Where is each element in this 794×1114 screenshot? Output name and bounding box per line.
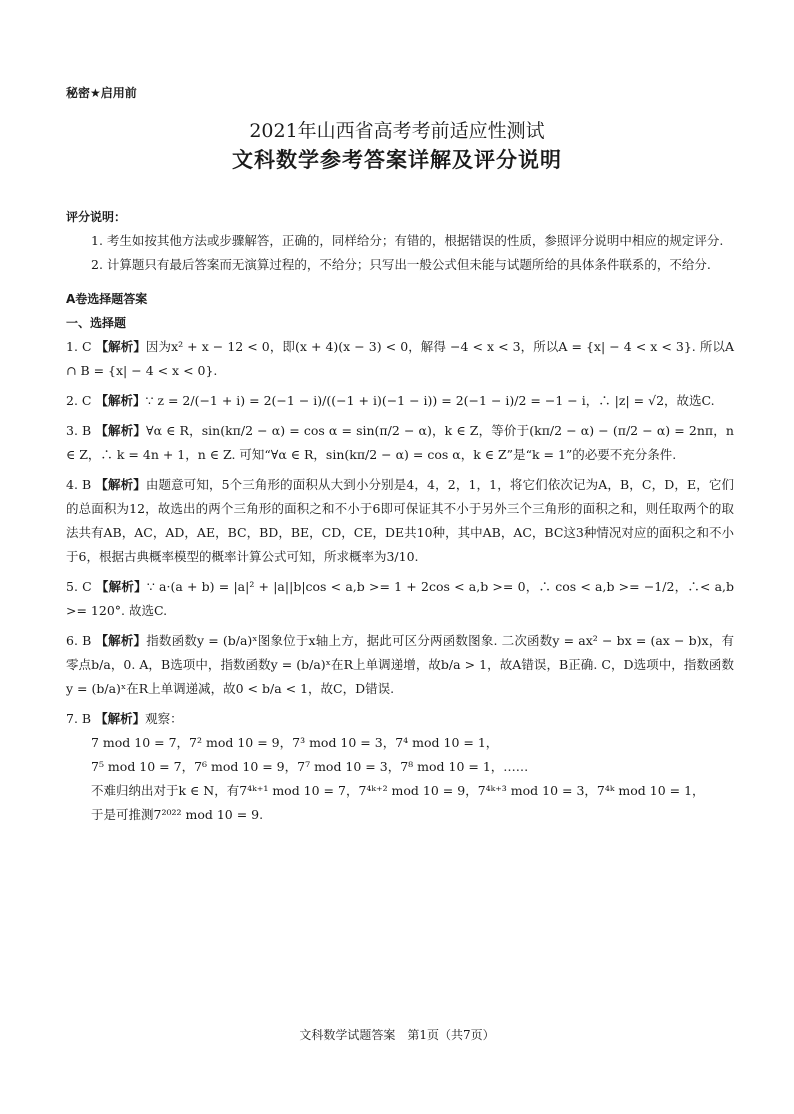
question-number: 4. B	[66, 477, 92, 492]
analysis-label: 【解析】	[95, 579, 147, 594]
scoring-heading: 评分说明：	[66, 210, 127, 224]
question-solution: 由题意可知，5个三角形的面积从大到小分别是4，4，2，1，1，将它们依次记为A，B，C，D，E，它们的总面积为12，故选出的两个三角形的面积之和不小于6即可保证其不小于另外三个三角形的面积之和，则任取两个的取法共有AB，AC，AD，AE，BC，BD，BE，CD，CE，DE共10种，其中AB，AC，BC这3种情况对应的面积之和不小于6，根据古典概率模型的概率计算公式可知，所求概率为3/10.	[66, 477, 734, 564]
question-solution: ∵ z = 2/(−1 + i) = 2(−1 − i)/((−1 + i)(−1 − i)) = 2(−1 − i)/2 = −1 − i，∴ |z| = √2，故选C.	[145, 393, 715, 408]
analysis-label: 【解析】	[95, 339, 146, 354]
question-solution: ∵ a·(a + b) = |a|² + |a||b|cos < a,b >= 1 + 2cos < a,b >= 0，∴ cos < a,b >= −1/2，∴< a,b >= 120°. 故选C.	[66, 579, 734, 618]
question-number: 7. B	[66, 711, 92, 726]
question-solution: ∀α ∈ R，sin(kπ/2 − α) = cos α = sin(π/2 − α)，k ∈ Z，等价于(kπ/2 − α) − (π/2 − α) = 2nπ，n ∈ Z，∴ k = 4n + 1，n ∈ Z. 可知“∀α ∈ R，sin(kπ/2 − α) = cos α，k ∈ Z”是“k = 1”的必要不充分条件.	[66, 423, 734, 462]
analysis-label: 【解析】	[95, 633, 147, 648]
question-solution: 因为x² + x − 12 < 0，即(x + 4)(x − 3) < 0，解得 −4 < x < 3，所以A = {x| − 4 < x < 3}. 所以A ∩ B = {x| − 4 < x < 0}.	[66, 339, 734, 378]
section-a-heading: A卷选择题答案	[66, 292, 148, 306]
question-5	[66, 575, 734, 623]
analysis-label: 【解析】	[95, 393, 146, 408]
question-1	[66, 335, 734, 383]
question-number: 2. C	[66, 393, 92, 408]
question-6	[66, 629, 734, 701]
question-2	[66, 389, 734, 413]
analysis-label: 【解析】	[95, 711, 146, 726]
scoring-note-1: 1. 考生如按其他方法或步骤解答，正确的，同样给分；有错的，根据错误的性质，参照评分说明中相应的规定评分.	[91, 233, 724, 248]
question-number: 1. C	[66, 339, 92, 354]
q7-line-3: 不难归纳出对于k ∈ N，有7⁴ᵏ⁺¹ mod 10 = 7，7⁴ᵏ⁺² mod 10 = 9，7⁴ᵏ⁺³ mod 10 = 3，7⁴ᵏ mod 10 = 1，	[91, 783, 705, 798]
question-number: 5. C	[66, 579, 92, 594]
document-title: 文科数学参考答案详解及评分说明	[232, 148, 562, 172]
q7-line-1: 7 mod 10 = 7，7² mod 10 = 9，7³ mod 10 = 3，7⁴ mod 10 = 1，	[91, 735, 499, 750]
analysis-label: 【解析】	[95, 423, 147, 438]
q7-line-2: 7⁵ mod 10 = 7，7⁶ mod 10 = 9，7⁷ mod 10 = 3，7⁸ mod 10 = 1，……	[91, 759, 529, 774]
question-solution: 指数函数y = (b/a)ˣ图象位于x轴上方，据此可区分两函数图象. 二次函数y = ax² − bx = (ax − b)x，有零点b/a，0. A，B选项中，指数函数y = (b/a)ˣ在R上单调递增，故b/a > 1，故A错误，B正确. C，D选项中，指数函数y = (b/a)ˣ在R上单调递减，故0 < b/a < 1，故C，D错误.	[66, 633, 734, 696]
question-solution: 观察：	[145, 711, 183, 726]
question-4	[66, 473, 734, 569]
question-7	[66, 707, 734, 731]
question-number: 3. B	[66, 423, 92, 438]
scoring-note-2: 2. 计算题只有最后答案而无演算过程的，不给分；只写出一般公式但未能与试题所给的具体条件联系的，不给分.	[91, 257, 711, 272]
question-3	[66, 419, 734, 467]
page-footer: 文科数学试题答案 第1页（共7页）	[299, 1028, 495, 1042]
question-number: 6. B	[66, 633, 92, 648]
section-one-heading: 一、选择题	[66, 316, 127, 330]
q7-line-4: 于是可推测7²⁰²² mod 10 = 9.	[91, 807, 264, 822]
confidential-mark: 秘密★启用前	[66, 86, 137, 100]
content-body	[66, 205, 734, 827]
exam-title: 2021年山西省高考考前适应性测试	[249, 120, 545, 142]
analysis-label: 【解析】	[95, 477, 146, 492]
